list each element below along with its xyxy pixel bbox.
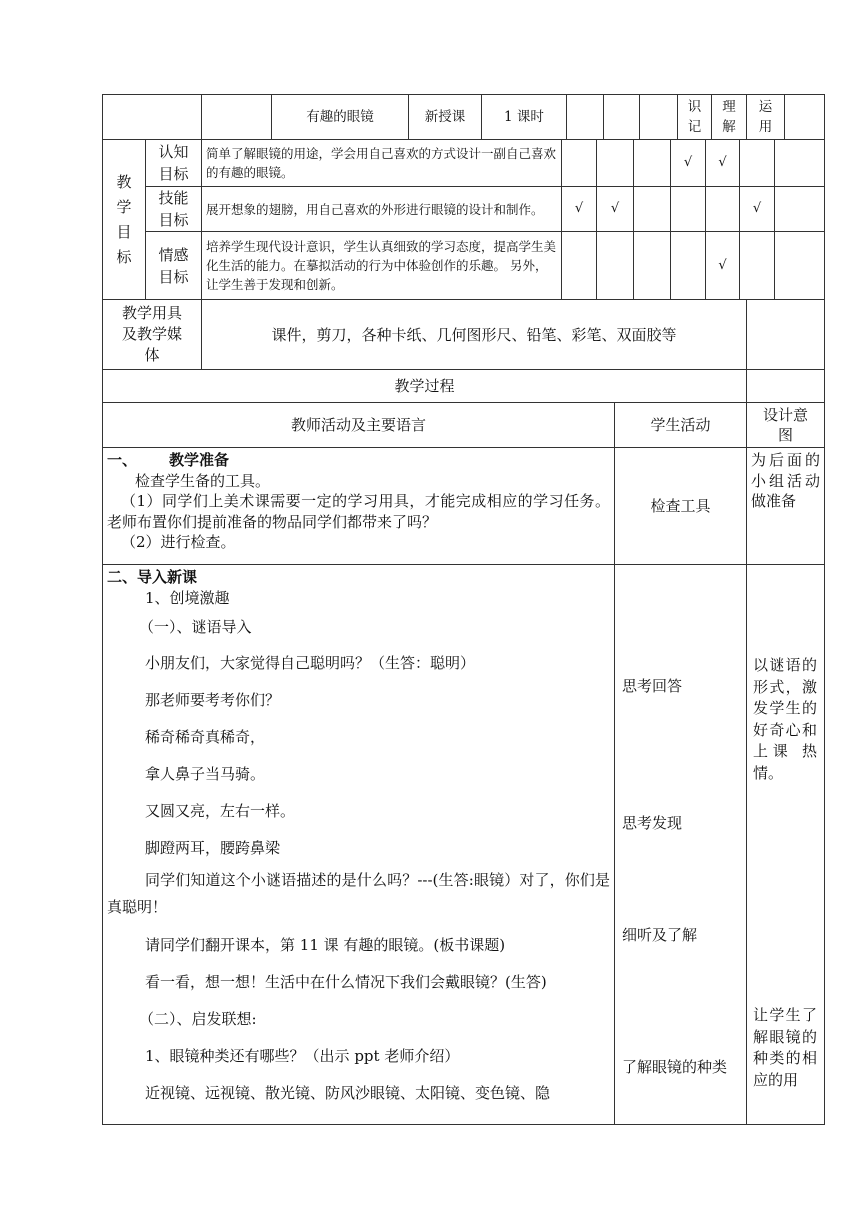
process-title: 教学过程 [103, 370, 747, 403]
section2-line-3: 拿人鼻子当马骑。 [145, 765, 266, 783]
section1-design: 为后面的小组活动做准备 [747, 448, 825, 565]
g3-c6 [740, 232, 775, 300]
section2-line-10: 1、眼镜种类还有哪些？（出示 ppt 老师介绍） [145, 1047, 460, 1065]
header-blank-1 [103, 95, 202, 140]
goal-cognitive-name: 认知 目标 [146, 140, 202, 187]
section1-line-2: （2）进行检查。 [121, 533, 236, 551]
section2-student-0: 思考回答 [622, 677, 683, 695]
g2-check-2: √ [597, 187, 634, 232]
section1-student: 检查工具 [615, 448, 747, 565]
process-table [102, 402, 825, 1125]
tools-label: 教学用具 及教学媒 体 [103, 300, 202, 370]
goals-label: 教 学 目 标 [103, 140, 146, 300]
section2-student-1: 思考发现 [622, 814, 683, 832]
g1-c2 [597, 140, 634, 187]
goal-cognitive-text: 简单了解眼镜的用途，学会用自己喜欢的方式设计一副自己喜欢的有趣的眼镜。 [202, 140, 562, 187]
header-blank-5 [640, 95, 678, 140]
g2-c7 [775, 187, 825, 232]
section2-line-4: 又圆又亮，左右一样。 [145, 802, 296, 820]
g1-c7 [775, 140, 825, 187]
section2-student [615, 565, 747, 1125]
lesson-title: 有趣的眼镜 [272, 95, 409, 140]
lesson-duration: 1 课时 [482, 95, 567, 140]
section2-line-1: 那老师要考考你们？ [145, 691, 281, 709]
header-blank-3 [567, 95, 604, 140]
g1-c3 [634, 140, 671, 187]
g3-c7 [775, 232, 825, 300]
g1-understand-check: √ [706, 140, 740, 187]
section2-line-11: 近视镜、远视镜、散光镜、防风沙眼镜、太阳镜、变色镜、隐 [145, 1084, 551, 1102]
section1-teacher [103, 448, 615, 565]
section2-line-0: 小朋友们，大家觉得自己聪明吗？（生答：聪明） [145, 654, 476, 672]
section2-line-2: 稀奇稀奇真稀奇， [145, 728, 266, 746]
section2-line-6: 同学们知道这个小谜语描述的是什么吗？---(生答:眼镜）对了，你们是真聪明！ [107, 871, 610, 916]
col-student-header: 学生活动 [615, 403, 747, 448]
g2-c3 [634, 187, 671, 232]
section2-line-7: 请同学们翻开课本，第 11 课 有趣的眼镜。(板书课题) [145, 936, 506, 954]
header-table [102, 94, 825, 140]
tools-table [102, 299, 825, 370]
g3-c3 [634, 232, 671, 300]
section1-line-1: （1）同学们上美术课需要一定的学习用具，才能完成相应的学习任务。老师布置你们提前准备的物品同学们都带来了吗？ [107, 492, 610, 531]
col-teacher-header: 教师活动及主要语言 [103, 403, 615, 448]
section2-line-9: （二）、启发联想: [139, 1010, 257, 1028]
header-blank-2 [202, 95, 272, 140]
section2-sub1a: （一）、谜语导入 [139, 618, 252, 636]
g3-c4 [671, 232, 706, 300]
g2-c5 [706, 187, 740, 232]
section2-sub1: 1、创境激趣 [145, 589, 230, 607]
col-design-header: 设计意 图 [747, 403, 825, 448]
section2-line-8: 看一看，想一想！生活中在什么情况下我们会戴眼镜？(生答) [145, 973, 547, 991]
g1-c6 [740, 140, 775, 187]
lesson-type: 新授课 [409, 95, 482, 140]
header-blank-6 [785, 95, 825, 140]
col-understand: 理 解 [712, 95, 747, 140]
g3-c2 [597, 232, 634, 300]
g2-check-1: √ [562, 187, 597, 232]
section2-design-1: 让学生了解眼镜的种类的相应的用 [753, 1006, 817, 1089]
goals-table [102, 139, 825, 300]
col-apply: 运 用 [747, 95, 785, 140]
g3-c1 [562, 232, 597, 300]
section2-design [747, 565, 825, 1125]
section2-heading: 二、导入新课 [107, 568, 198, 586]
g2-apply-check: √ [740, 187, 775, 232]
section2-student-2: 细听及了解 [622, 926, 698, 944]
col-recall: 识 记 [678, 95, 712, 140]
tools-blank [747, 300, 825, 370]
goal-skill-text: 展开想象的翅膀，用自己喜欢的外形进行眼镜的设计和制作。 [202, 187, 562, 232]
section1-num: 一、 [107, 451, 138, 469]
g3-understand-check: √ [706, 232, 740, 300]
section2-line-5: 脚蹬两耳，腰跨鼻梁 [145, 839, 281, 857]
section1-heading: 教学准备 [169, 451, 230, 469]
header-blank-4 [604, 95, 640, 140]
section2-student-3: 了解眼镜的种类 [622, 1058, 728, 1076]
tools-text: 课件，剪刀，各种卡纸、几何图形尺、铅笔、彩笔、双面胶等 [202, 300, 747, 370]
g1-c1 [562, 140, 597, 187]
goal-emotion-name: 情感 目标 [146, 232, 202, 300]
goal-emotion-text: 培养学生现代设计意识，学生认真细致的学习态度，提高学生美化生活的能力。在摹拟活动的行为中体验创作的乐趣。 另外，让学生善于发现和创新。 [202, 232, 562, 300]
section2-teacher [103, 565, 615, 1125]
process-title-blank [747, 370, 825, 403]
section2-design-0: 以谜语的 形式，激发学生的好奇心和上课 热情。 [753, 656, 817, 782]
section1-line-0: 检查学生备的工具。 [135, 471, 271, 490]
g1-recall-check: √ [671, 140, 706, 187]
goal-skill-name: 技能 目标 [146, 187, 202, 232]
process-title-table [102, 369, 825, 403]
g2-c4 [671, 187, 706, 232]
